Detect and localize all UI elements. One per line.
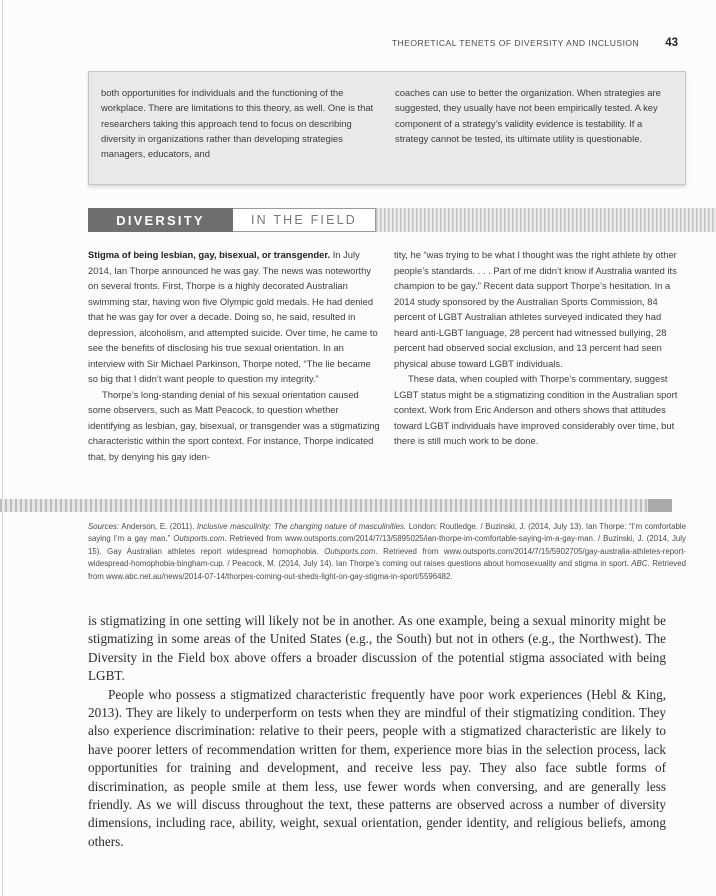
banner-in-the-field-label: IN THE FIELD: [233, 208, 376, 232]
sources-note: Sources: Anderson, E. (2011). Inclusive masculinity: The changing nature of masculinities. London: Routledge. / Buzinski, J. (2014, July 13). Ian Thorpe: “I’m comfortable saying I’m a gay man.” Outsports.com. Retrieved from www.outsports.com/2014/7/13/5895025/ian-thorpe-im-comfortable-saying-im-a-gay-man. / Buzinski, J. (2014, July 15). Gay Australian athletes report widespread homophobia. Outsports.com. Retrieved from www.outsports.com/2014/7/15/5902705/gay-australia-athletes-report-widespread-homophobia-bingham-cup. / Peacock, M. (2014, July 14). Ian Thorpe’s coming out raises questions about homosexuality and stigma in sport. ABC. Retrieved from www.abc.net.au/news/2014-07-14/thorpes-coming-out-sheds-light-on-gay-stigma-in-sport/5596482.: [88, 522, 687, 581]
summary-left-column: both opportunities for individuals and the functioning of the workplace. There are limitations to this theory, as well. One is that researchers taking this approach tend to focus on describing diversity in organizations rather than developing strategies managers, educators, and: [101, 87, 374, 160]
feature-paragraph: [88, 247, 380, 387]
theory-summary-box: [88, 71, 686, 185]
feature-paragraph: tity, he “was trying to be what I thought was the right athlete by other people’s standards. . . . Part of me didn’t know if Australia wanted its champion to be gay.” Recent data support Thorpe’s hesitation. In a 2014 study sponsored by the Australian Sports Commission, 84 percent of LGBT Australian athletes surveyed indicated they had heard anti-LGBT language, 28 percent had witnessed bullying, 28 percent had observed social exclusion, and 13 percent had seen physical abuse toward LGBT individuals.: [394, 249, 677, 369]
feature-paragraph: These data, when coupled with Thorpe’s commentary, suggest LGBT status might be a stigmatizing condition in the Australian sport context. Work from Eric Anderson and others shows that attitudes toward LGBT individuals have improved considerably over time, but there is still much work to be done.: [394, 373, 678, 446]
summary-right-column: coaches can use to better the organization. When strategies are suggested, they usually have not been empirically tested. A key component of a strategy’s validity evidence is testability. If a strategy cannot be tested, its ultimate utility is questionable.: [395, 87, 661, 144]
body-paragraph: People who possess a stigmatized characteristic frequently have poor work experiences (Hebl & King, 2013). They are likely to underperform on tests when they are mindful of their stigmatizing condition. They also experience discrimination: relative to their peers, people with a stigmatized characteristic are likely to have poorer letters of recommendation written for them, experience more bias in the selection process, lack opportunities for training and development, and receive less pay. They also face subtle forms of discrimination, as people smile at them less, use fewer words when conversing, and are generally less friendly. As we will discuss throughout the text, these patterns are observed across a number of diversity dimensions, including race, ability, weight, sexual orientation, gender identity, and religious beliefs, among others.: [88, 686, 666, 849]
body-text: [88, 612, 666, 851]
diversity-in-the-field-banner: [88, 208, 716, 232]
running-title: THEORETICAL TENETS OF DIVERSITY AND INCLUSION: [391, 38, 640, 48]
banner-diversity-label: DIVERSITY: [88, 208, 233, 232]
feature-heading: Stigma of being lesbian, gay, bisexual, or transgender.: [88, 249, 331, 260]
stripe-divider: [0, 499, 672, 512]
feature-right-column: [394, 247, 686, 464]
feature-left-column: [88, 247, 380, 464]
running-header: [88, 37, 678, 49]
page-number: 43: [665, 37, 678, 49]
feature-paragraph-text: In July 2014, Ian Thorpe announced he was gay. The news was noteworthy on several fronts. First, Thorpe is a highly decorated Australian swimming star, having won five Olympic gold medals. He had denied that he was gay for over a decade. Doing so, he said, resulted in depression, alcoholism, and attempted suicide. Over time, he came to see the benefits of disclosing his true sexual orientation. In an interview with Sir Michael Parkinson, Thorpe noted, “The lie became so big that I didn’t want people to question my integrity.”: [88, 249, 378, 384]
body-paragraph: is stigmatizing in one setting will likely not be in another. As one example, being a sexual minority might be stigmatizing in some areas of the United States (e.g., the South) but not in others (e.g., the Northwest). The Diversity in the Field box above offers a broader discussion of the potential stigma associated with being LGBT.: [88, 613, 666, 684]
banner-stripe-decoration: [376, 208, 716, 232]
page-edge-line: [2, 0, 3, 896]
feature-article: [88, 247, 686, 464]
feature-paragraph: Thorpe’s long-standing denial of his sexual orientation caused some observers, such as Matt Peacock, to question whether identifying as lesbian, gay, bisexual, or transgender was a stigmatizing characteristic within the sport context. For instance, Thorpe indicated that, by denying his gay iden-: [88, 388, 380, 462]
